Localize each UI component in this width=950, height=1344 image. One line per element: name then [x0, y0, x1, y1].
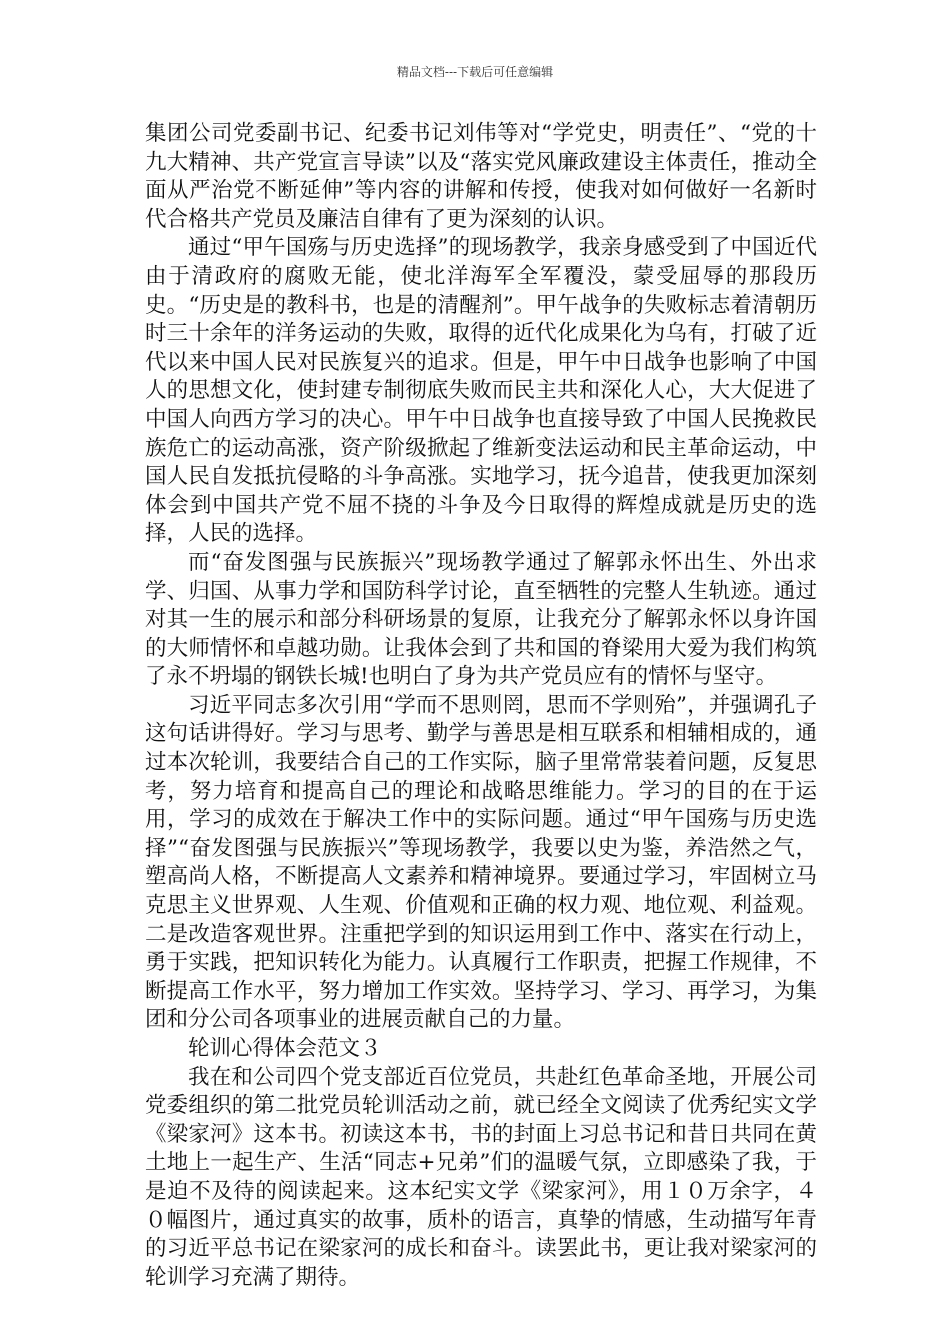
section-heading: 轮训心得体会范文３ [188, 1036, 382, 1061]
paragraph-jiawu-teaching: 通过“甲午国殇与历史选择”的现场教学，我亲身感受到了中国近代由于清政府的腐败无能，使北洋海军全军覆没，蒙受屈辱的那段历史。“历史是的教科书，也是的清醒剂”。甲午战争的失败标志着清朝历时三十余年的洋务运动的失败，取得的近代化成果化为乌有，打破了近代以来中国人民对民族复兴的追求。但是，甲午中日战争也影响了中国人的思想文化，使封建专制彻底失败而民主共和深化人心，大大促进了中国人向西方学习的决心。甲午中日战争也直接导致了中国人民挽救民族危亡的运动高涨，资产阶级掀起了维新变法运动和民主革命运动，中国人民自发抵抗侵略的斗争高涨。实地学习，抚今追昔，使我更加深刻体会到中国共产党不屈不挠的斗争及今日取得的辉煌成就是历史的选择，人民的选择。 [145, 235, 817, 547]
paragraph-guo-yonghuai: 而“奋发图强与民族振兴”现场教学通过了解郭永怀出生、外出求学、归国、从事力学和国防科学讨论，直至牺牲的完整人生轨迹。通过对其一生的展示和部分科研场景的复原，让我充分了解郭永怀以身许国的大师情怀和卓越功勋。让我体会到了共和国的脊梁用大爱为我们构筑了永不坍塌的钢铁长城!也明白了身为共产党员应有的情怀与坚守。 [145, 549, 817, 690]
paragraph-liangjiahe: 我在和公司四个党支部近百位党员，共赴红色革命圣地，开展公司党委组织的第二批党员轮训活动之前，就已经全文阅读了优秀纪实文学《梁家河》这本书。初读这本书，书的封面上习总书记和昔日共同在黄土地上一起生产、生活“同志+兄弟”们的温暖气氛，立即感染了我，于是迫不及待的阅读起来。这本纪实文学《梁家河》，用１０万余字，４０幅图片，通过真实的故事，质朴的语言，真挚的情感，生动描写年青的习近平总书记在梁家河的成长和奋斗。读罢此书，更让我对梁家河的轮训学习充满了期待。 [145, 1064, 817, 1290]
paragraph-study-and-thinking: 习近平同志多次引用“学而不思则罔，思而不学则殆”，并强调孔子这句话讲得好。学习与思考、勤学与善思是相互联系和相辅相成的，通过本次轮训，我要结合自己的工作实际，脑子里常常装着问题，反复思考，努力培育和提高自己的理论和战略思维能力。学习的目的在于运用，学习的成效在于解决工作中的实际问题。通过“甲午国殇与历史选择”“奋发图强与民族振兴”等现场教学，我要以史为鉴，养浩然之气，塑高尚人格，不断提高人文素养和精神境界。要通过学习，牢固树立马克思主义世界观、人生观、价值观和正确的权力观、地位观、利益观。二是改造客观世界。注重把学到的知识运用到工作中、落实在行动上，勇于实践，把知识转化为能力。认真履行工作职责，把握工作规律，不断提高工作水平，努力增加工作实效。坚持学习、学习、再学习，为集团和分公司各项事业的进展贡献自己的力量。 [145, 692, 817, 1033]
document-body [145, 120, 817, 1292]
page-header: 精品文档---下载后可任意编辑 [396, 65, 554, 79]
paragraph-continuation: 集团公司党委副书记、纪委书记刘伟等对“学党史，明责任”、“党的十九大精神、共产党宣言导读”以及“落实党风廉政建设主体责任，推动全面从严治党不断延伸”等内容的讲解和传授，使我对如何做好一名新时代合格共产党员及廉洁自律有了更为深刻的认识。 [145, 121, 817, 232]
